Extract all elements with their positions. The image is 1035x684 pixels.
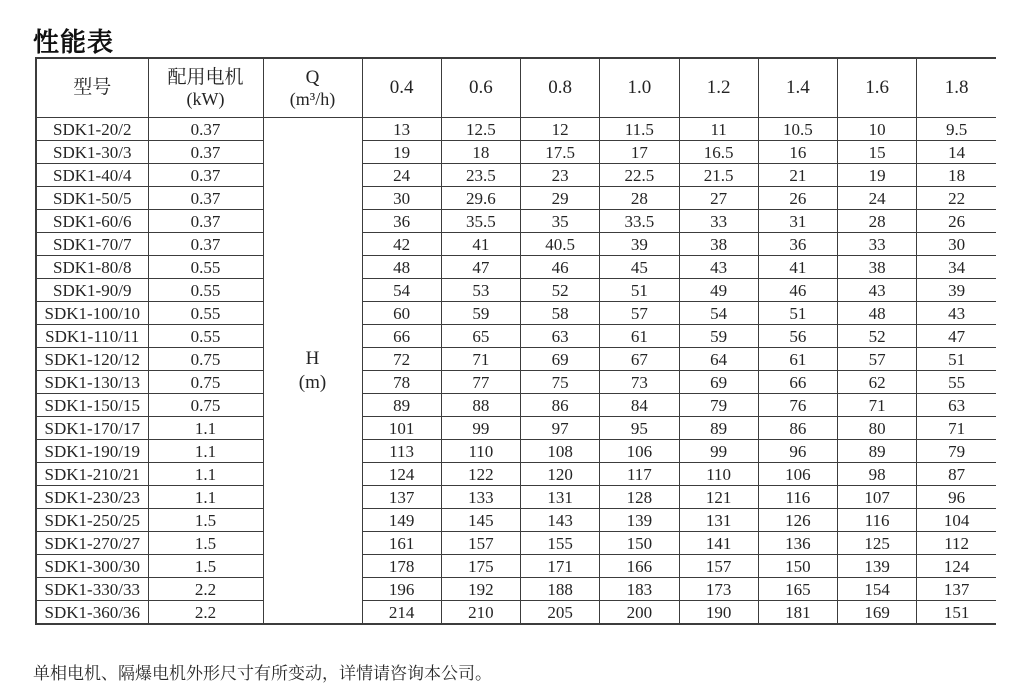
model-cell: SDK1-40/4 — [36, 164, 148, 187]
kw-cell: 0.37 — [148, 233, 263, 256]
head-value-cell: 125 — [838, 532, 917, 555]
col-header-model: 型号 — [36, 58, 148, 118]
head-value-cell: 192 — [441, 578, 520, 601]
head-value-cell: 86 — [758, 417, 837, 440]
table-row — [36, 532, 996, 555]
kw-cell: 0.37 — [148, 118, 263, 141]
model-cell: SDK1-90/9 — [36, 279, 148, 302]
kw-cell: 0.37 — [148, 141, 263, 164]
head-value-cell: 108 — [521, 440, 600, 463]
kw-cell: 1.1 — [148, 486, 263, 509]
head-value-cell: 196 — [362, 578, 441, 601]
head-value-cell: 137 — [917, 578, 996, 601]
head-value-cell: 169 — [838, 601, 917, 625]
head-value-cell: 154 — [838, 578, 917, 601]
model-cell: SDK1-150/15 — [36, 394, 148, 417]
head-value-cell: 106 — [758, 463, 837, 486]
head-value-cell: 96 — [758, 440, 837, 463]
head-value-cell: 88 — [441, 394, 520, 417]
head-value-cell: 64 — [679, 348, 758, 371]
head-value-cell: 99 — [679, 440, 758, 463]
head-value-cell: 30 — [362, 187, 441, 210]
kw-cell: 0.75 — [148, 371, 263, 394]
table-row — [36, 601, 996, 625]
head-value-cell: 24 — [362, 164, 441, 187]
head-value-cell: 11 — [679, 118, 758, 141]
head-value-cell: 181 — [758, 601, 837, 625]
col-header-flow: 0.8 — [521, 58, 600, 118]
table-row — [36, 118, 996, 141]
head-value-cell: 112 — [917, 532, 996, 555]
head-value-cell: 51 — [600, 279, 679, 302]
head-value-cell: 190 — [679, 601, 758, 625]
head-value-cell: 23.5 — [441, 164, 520, 187]
head-value-cell: 39 — [917, 279, 996, 302]
head-value-cell: 67 — [600, 348, 679, 371]
model-cell: SDK1-110/11 — [36, 325, 148, 348]
head-value-cell: 141 — [679, 532, 758, 555]
head-value-cell: 34 — [917, 256, 996, 279]
head-value-cell: 36 — [362, 210, 441, 233]
head-value-cell: 79 — [679, 394, 758, 417]
head-value-cell: 29.6 — [441, 187, 520, 210]
head-value-cell: 200 — [600, 601, 679, 625]
head-value-cell: 116 — [758, 486, 837, 509]
head-value-cell: 41 — [758, 256, 837, 279]
head-value-cell: 157 — [441, 532, 520, 555]
head-value-cell: 58 — [521, 302, 600, 325]
kw-cell: 0.75 — [148, 394, 263, 417]
table-row — [36, 555, 996, 578]
head-value-cell: 21 — [758, 164, 837, 187]
model-cell: SDK1-170/17 — [36, 417, 148, 440]
table-row — [36, 486, 996, 509]
head-value-cell: 110 — [441, 440, 520, 463]
model-cell: SDK1-50/5 — [36, 187, 148, 210]
kw-cell: 1.5 — [148, 509, 263, 532]
head-value-cell: 35 — [521, 210, 600, 233]
head-value-cell: 17.5 — [521, 141, 600, 164]
head-value-cell: 87 — [917, 463, 996, 486]
head-value-cell: 150 — [758, 555, 837, 578]
model-cell: SDK1-270/27 — [36, 532, 148, 555]
head-value-cell: 210 — [441, 601, 520, 625]
head-value-cell: 121 — [679, 486, 758, 509]
col-header-flow: 1.0 — [600, 58, 679, 118]
table-row — [36, 164, 996, 187]
head-value-cell: 42 — [362, 233, 441, 256]
head-value-cell: 52 — [521, 279, 600, 302]
head-value-cell: 69 — [679, 371, 758, 394]
head-value-cell: 66 — [362, 325, 441, 348]
head-value-cell: 76 — [758, 394, 837, 417]
header-row — [36, 58, 996, 118]
head-value-cell: 71 — [917, 417, 996, 440]
head-value-cell: 47 — [441, 256, 520, 279]
model-cell: SDK1-230/23 — [36, 486, 148, 509]
head-value-cell: 124 — [917, 555, 996, 578]
model-cell: SDK1-60/6 — [36, 210, 148, 233]
head-value-cell: 10 — [838, 118, 917, 141]
kw-cell: 2.2 — [148, 601, 263, 625]
table-row — [36, 279, 996, 302]
head-value-cell: 84 — [600, 394, 679, 417]
head-value-cell: 89 — [679, 417, 758, 440]
head-value-cell: 136 — [758, 532, 837, 555]
kw-cell: 1.1 — [148, 440, 263, 463]
head-value-cell: 107 — [838, 486, 917, 509]
head-value-cell: 155 — [521, 532, 600, 555]
head-value-cell: 116 — [838, 509, 917, 532]
table-row — [36, 394, 996, 417]
head-value-cell: 161 — [362, 532, 441, 555]
performance-table — [35, 57, 996, 625]
kw-cell: 0.75 — [148, 348, 263, 371]
col-header-q-unit: (m³/h) — [289, 88, 336, 109]
head-value-cell: 143 — [521, 509, 600, 532]
head-value-cell: 72 — [362, 348, 441, 371]
head-value-cell: 38 — [679, 233, 758, 256]
head-value-cell: 101 — [362, 417, 441, 440]
head-value-cell: 71 — [838, 394, 917, 417]
head-value-cell: 18 — [441, 141, 520, 164]
model-cell: SDK1-130/13 — [36, 371, 148, 394]
head-value-cell: 12.5 — [441, 118, 520, 141]
head-value-cell: 98 — [838, 463, 917, 486]
col-header-flow: 1.8 — [917, 58, 996, 118]
model-cell: SDK1-70/7 — [36, 233, 148, 256]
head-value-cell: 73 — [600, 371, 679, 394]
head-value-cell: 29 — [521, 187, 600, 210]
head-value-cell: 106 — [600, 440, 679, 463]
col-header-flow: 1.2 — [679, 58, 758, 118]
kw-cell: 0.37 — [148, 164, 263, 187]
head-value-cell: 28 — [838, 210, 917, 233]
head-value-cell: 60 — [362, 302, 441, 325]
col-header-flow: 1.4 — [758, 58, 837, 118]
head-value-cell: 19 — [362, 141, 441, 164]
table-row — [36, 440, 996, 463]
head-unit-line1: H — [305, 347, 320, 369]
col-header-flow: 0.6 — [441, 58, 520, 118]
kw-cell: 1.1 — [148, 417, 263, 440]
head-value-cell: 188 — [521, 578, 600, 601]
head-value-cell: 48 — [362, 256, 441, 279]
kw-cell: 0.55 — [148, 279, 263, 302]
model-cell: SDK1-330/33 — [36, 578, 148, 601]
head-value-cell: 99 — [441, 417, 520, 440]
kw-cell: 0.55 — [148, 302, 263, 325]
head-value-cell: 131 — [521, 486, 600, 509]
head-value-cell: 56 — [758, 325, 837, 348]
head-value-cell: 22 — [917, 187, 996, 210]
head-value-cell: 89 — [838, 440, 917, 463]
head-value-cell: 66 — [758, 371, 837, 394]
head-value-cell: 45 — [600, 256, 679, 279]
head-value-cell: 12 — [521, 118, 600, 141]
head-value-cell: 75 — [521, 371, 600, 394]
head-value-cell: 40.5 — [521, 233, 600, 256]
head-value-cell: 157 — [679, 555, 758, 578]
head-value-cell: 39 — [600, 233, 679, 256]
head-value-cell: 151 — [917, 601, 996, 625]
head-value-cell: 57 — [838, 348, 917, 371]
head-value-cell: 122 — [441, 463, 520, 486]
footer-note: 单相电机、隔爆电机外形尺寸有所变动，详情请咨询本公司。 — [33, 664, 492, 683]
kw-cell: 1.1 — [148, 463, 263, 486]
head-value-cell: 48 — [838, 302, 917, 325]
table-row — [36, 417, 996, 440]
head-value-cell: 63 — [917, 394, 996, 417]
head-value-cell: 128 — [600, 486, 679, 509]
table-row — [36, 578, 996, 601]
head-value-cell: 166 — [600, 555, 679, 578]
table-row — [36, 348, 996, 371]
kw-cell: 1.5 — [148, 532, 263, 555]
head-value-cell: 26 — [758, 187, 837, 210]
head-value-cell: 65 — [441, 325, 520, 348]
head-value-cell: 23 — [521, 164, 600, 187]
model-cell: SDK1-250/25 — [36, 509, 148, 532]
kw-cell: 0.37 — [148, 210, 263, 233]
head-value-cell: 133 — [441, 486, 520, 509]
head-value-cell: 46 — [521, 256, 600, 279]
head-value-cell: 78 — [362, 371, 441, 394]
col-header-flow: 1.6 — [838, 58, 917, 118]
head-value-cell: 10.5 — [758, 118, 837, 141]
head-value-cell: 126 — [758, 509, 837, 532]
head-value-cell: 86 — [521, 394, 600, 417]
head-value-cell: 183 — [600, 578, 679, 601]
head-value-cell: 150 — [600, 532, 679, 555]
table-row — [36, 233, 996, 256]
head-value-cell: 18 — [917, 164, 996, 187]
col-header-motor-unit: (kW) — [186, 88, 225, 109]
head-value-cell: 19 — [838, 164, 917, 187]
head-value-cell: 46 — [758, 279, 837, 302]
head-value-cell: 53 — [441, 279, 520, 302]
head-value-cell: 96 — [917, 486, 996, 509]
head-value-cell: 11.5 — [600, 118, 679, 141]
head-value-cell: 26 — [917, 210, 996, 233]
model-cell: SDK1-30/3 — [36, 141, 148, 164]
head-value-cell: 124 — [362, 463, 441, 486]
head-value-cell: 59 — [679, 325, 758, 348]
head-value-cell: 27 — [679, 187, 758, 210]
head-value-cell: 49 — [679, 279, 758, 302]
head-value-cell: 36 — [758, 233, 837, 256]
kw-cell: 0.55 — [148, 256, 263, 279]
head-value-cell: 165 — [758, 578, 837, 601]
table-row — [36, 210, 996, 233]
head-value-cell: 97 — [521, 417, 600, 440]
col-header-motor-label: 配用电机 — [167, 66, 244, 88]
head-value-cell: 52 — [838, 325, 917, 348]
head-value-cell: 139 — [600, 509, 679, 532]
head-value-cell: 89 — [362, 394, 441, 417]
head-value-cell: 71 — [441, 348, 520, 371]
table-row — [36, 509, 996, 532]
page-title: 性能表 — [33, 28, 115, 59]
table-row — [36, 141, 996, 164]
head-value-cell: 35.5 — [441, 210, 520, 233]
head-value-cell: 33 — [679, 210, 758, 233]
head-value-cell: 214 — [362, 601, 441, 625]
model-cell: SDK1-120/12 — [36, 348, 148, 371]
head-value-cell: 110 — [679, 463, 758, 486]
head-value-cell: 175 — [441, 555, 520, 578]
table-row — [36, 302, 996, 325]
head-value-cell: 22.5 — [600, 164, 679, 187]
head-value-cell: 38 — [838, 256, 917, 279]
col-header-flow: 0.4 — [362, 58, 441, 118]
head-value-cell: 171 — [521, 555, 600, 578]
table-row — [36, 325, 996, 348]
head-value-cell: 43 — [679, 256, 758, 279]
head-value-cell: 30 — [917, 233, 996, 256]
head-value-cell: 139 — [838, 555, 917, 578]
head-value-cell: 61 — [758, 348, 837, 371]
table-row — [36, 371, 996, 394]
head-value-cell: 51 — [917, 348, 996, 371]
head-value-cell: 145 — [441, 509, 520, 532]
head-value-cell: 43 — [917, 302, 996, 325]
head-value-cell: 77 — [441, 371, 520, 394]
head-value-cell: 54 — [679, 302, 758, 325]
head-value-cell: 79 — [917, 440, 996, 463]
head-value-cell: 59 — [441, 302, 520, 325]
table-row — [36, 256, 996, 279]
head-value-cell: 57 — [600, 302, 679, 325]
col-header-q — [263, 58, 362, 118]
head-value-cell: 16.5 — [679, 141, 758, 164]
model-cell: SDK1-100/10 — [36, 302, 148, 325]
head-value-cell: 104 — [917, 509, 996, 532]
head-value-cell: 137 — [362, 486, 441, 509]
head-value-cell: 69 — [521, 348, 600, 371]
head-value-cell: 51 — [758, 302, 837, 325]
kw-cell: 1.5 — [148, 555, 263, 578]
model-cell: SDK1-80/8 — [36, 256, 148, 279]
kw-cell: 2.2 — [148, 578, 263, 601]
head-value-cell: 205 — [521, 601, 600, 625]
kw-cell: 0.37 — [148, 187, 263, 210]
head-value-cell: 33.5 — [600, 210, 679, 233]
head-value-cell: 61 — [600, 325, 679, 348]
table-row — [36, 463, 996, 486]
head-value-cell: 95 — [600, 417, 679, 440]
head-value-cell: 43 — [838, 279, 917, 302]
head-value-cell: 117 — [600, 463, 679, 486]
head-unit-cell — [263, 118, 362, 625]
head-value-cell: 15 — [838, 141, 917, 164]
head-value-cell: 55 — [917, 371, 996, 394]
head-value-cell: 54 — [362, 279, 441, 302]
head-value-cell: 33 — [838, 233, 917, 256]
col-header-motor — [148, 58, 263, 118]
head-unit-line2: (m) — [298, 371, 327, 393]
head-value-cell: 16 — [758, 141, 837, 164]
head-value-cell: 63 — [521, 325, 600, 348]
model-cell: SDK1-20/2 — [36, 118, 148, 141]
head-value-cell: 9.5 — [917, 118, 996, 141]
head-value-cell: 80 — [838, 417, 917, 440]
head-value-cell: 47 — [917, 325, 996, 348]
head-value-cell: 131 — [679, 509, 758, 532]
head-value-cell: 113 — [362, 440, 441, 463]
model-cell: SDK1-210/21 — [36, 463, 148, 486]
table-row — [36, 187, 996, 210]
head-value-cell: 120 — [521, 463, 600, 486]
head-value-cell: 149 — [362, 509, 441, 532]
head-value-cell: 178 — [362, 555, 441, 578]
head-value-cell: 17 — [600, 141, 679, 164]
head-value-cell: 28 — [600, 187, 679, 210]
model-cell: SDK1-300/30 — [36, 555, 148, 578]
head-value-cell: 173 — [679, 578, 758, 601]
head-value-cell: 13 — [362, 118, 441, 141]
head-value-cell: 24 — [838, 187, 917, 210]
head-value-cell: 14 — [917, 141, 996, 164]
head-value-cell: 31 — [758, 210, 837, 233]
head-value-cell: 21.5 — [679, 164, 758, 187]
model-cell: SDK1-190/19 — [36, 440, 148, 463]
col-header-q-label: Q — [305, 66, 320, 88]
kw-cell: 0.55 — [148, 325, 263, 348]
head-value-cell: 41 — [441, 233, 520, 256]
model-cell: SDK1-360/36 — [36, 601, 148, 625]
head-value-cell: 62 — [838, 371, 917, 394]
